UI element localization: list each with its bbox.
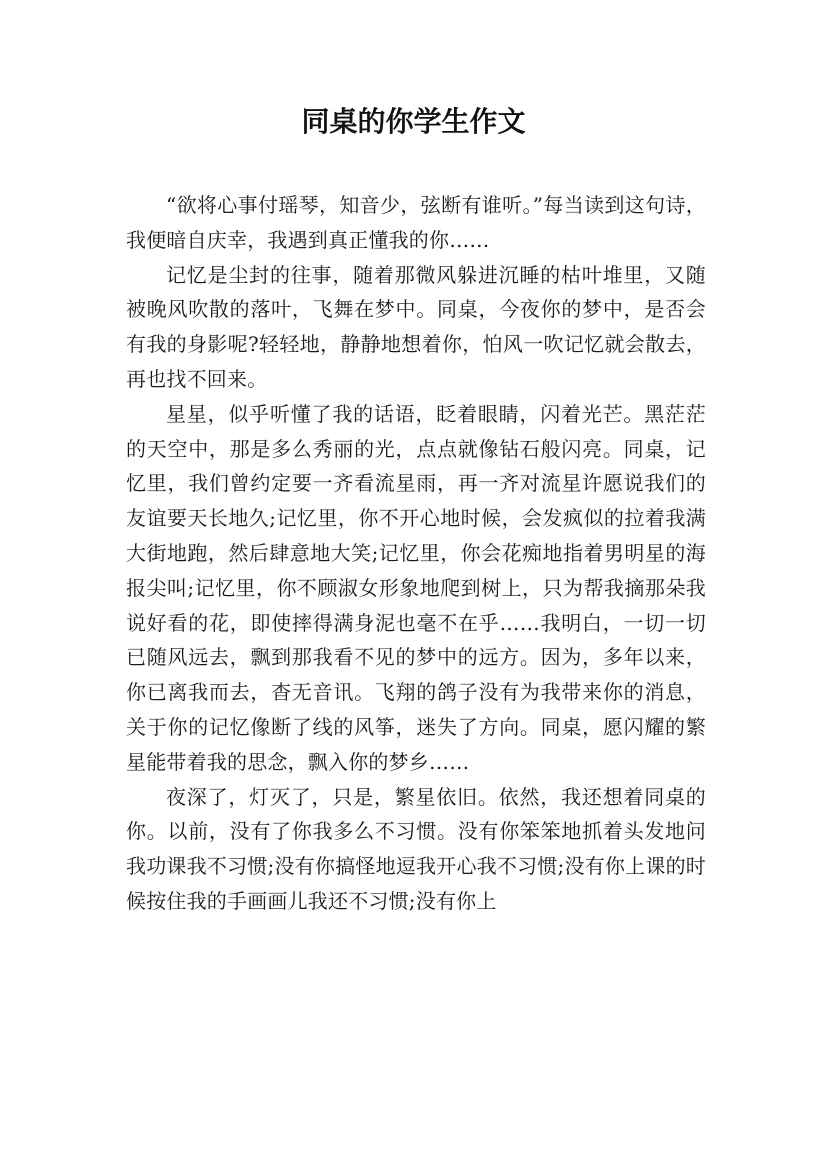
paragraph-2: 记忆是尘封的往事，随着那微风躲进沉睡的枯叶堆里，又随被晚风吹散的落叶，飞舞在梦中。同桌，今夜你的梦中，是否会有我的身影呢?轻轻地，静静地想着你，怕风一吹记忆就会散去，再也找不回来。 [126, 262, 706, 391]
paragraph-3: 星星，似乎听懂了我的话语，眨着眼睛，闪着光芒。黑茫茫的天空中，那是多么秀丽的光，点点就像钻石般闪亮。同桌，记忆里，我们曾约定要一齐看流星雨，再一齐对流星许愿说我们的友谊要天长地久;记忆里，你不开心地时候，会发疯似的拉着我满大街地跑，然后肆意地大笑;记忆里，你会花痴地指着男明星的海报尖叫;记忆里，你不顾淑女形象地爬到树上，只为帮我摘那朵我说好看的花，即使摔得满身泥也毫不在乎……我明白，一切一切已随风远去，飘到那我看不见的梦中的远方。因为，多年以来，你已离我而去，杳无音讯。飞翔的鸽子没有为我带来你的消息，关于你的记忆像断了线的风筝，迷失了方向。同桌，愿闪耀的繁星能带着我的思念，飘入你的梦乡…… [126, 401, 706, 774]
paragraph-1: “欲将心事付瑶琴，知音少，弦断有谁听。”每当读到这句诗，我便暗自庆幸，我遇到真正懂我的你…… [126, 193, 706, 252]
paragraph-4: 夜深了，灯灭了，只是，繁星依旧。依然，我还想着同桌的你。以前，没有了你我多么不习惯。没有你笨笨地抓着头发地问我功课我不习惯;没有你搞怪地逗我开心我不习惯;没有你上课的时候按住我的手画画儿我还不习惯;没有你上 [126, 784, 706, 913]
document-body [126, 188, 706, 919]
document-title: 同桌的你学生作文 [301, 105, 526, 138]
